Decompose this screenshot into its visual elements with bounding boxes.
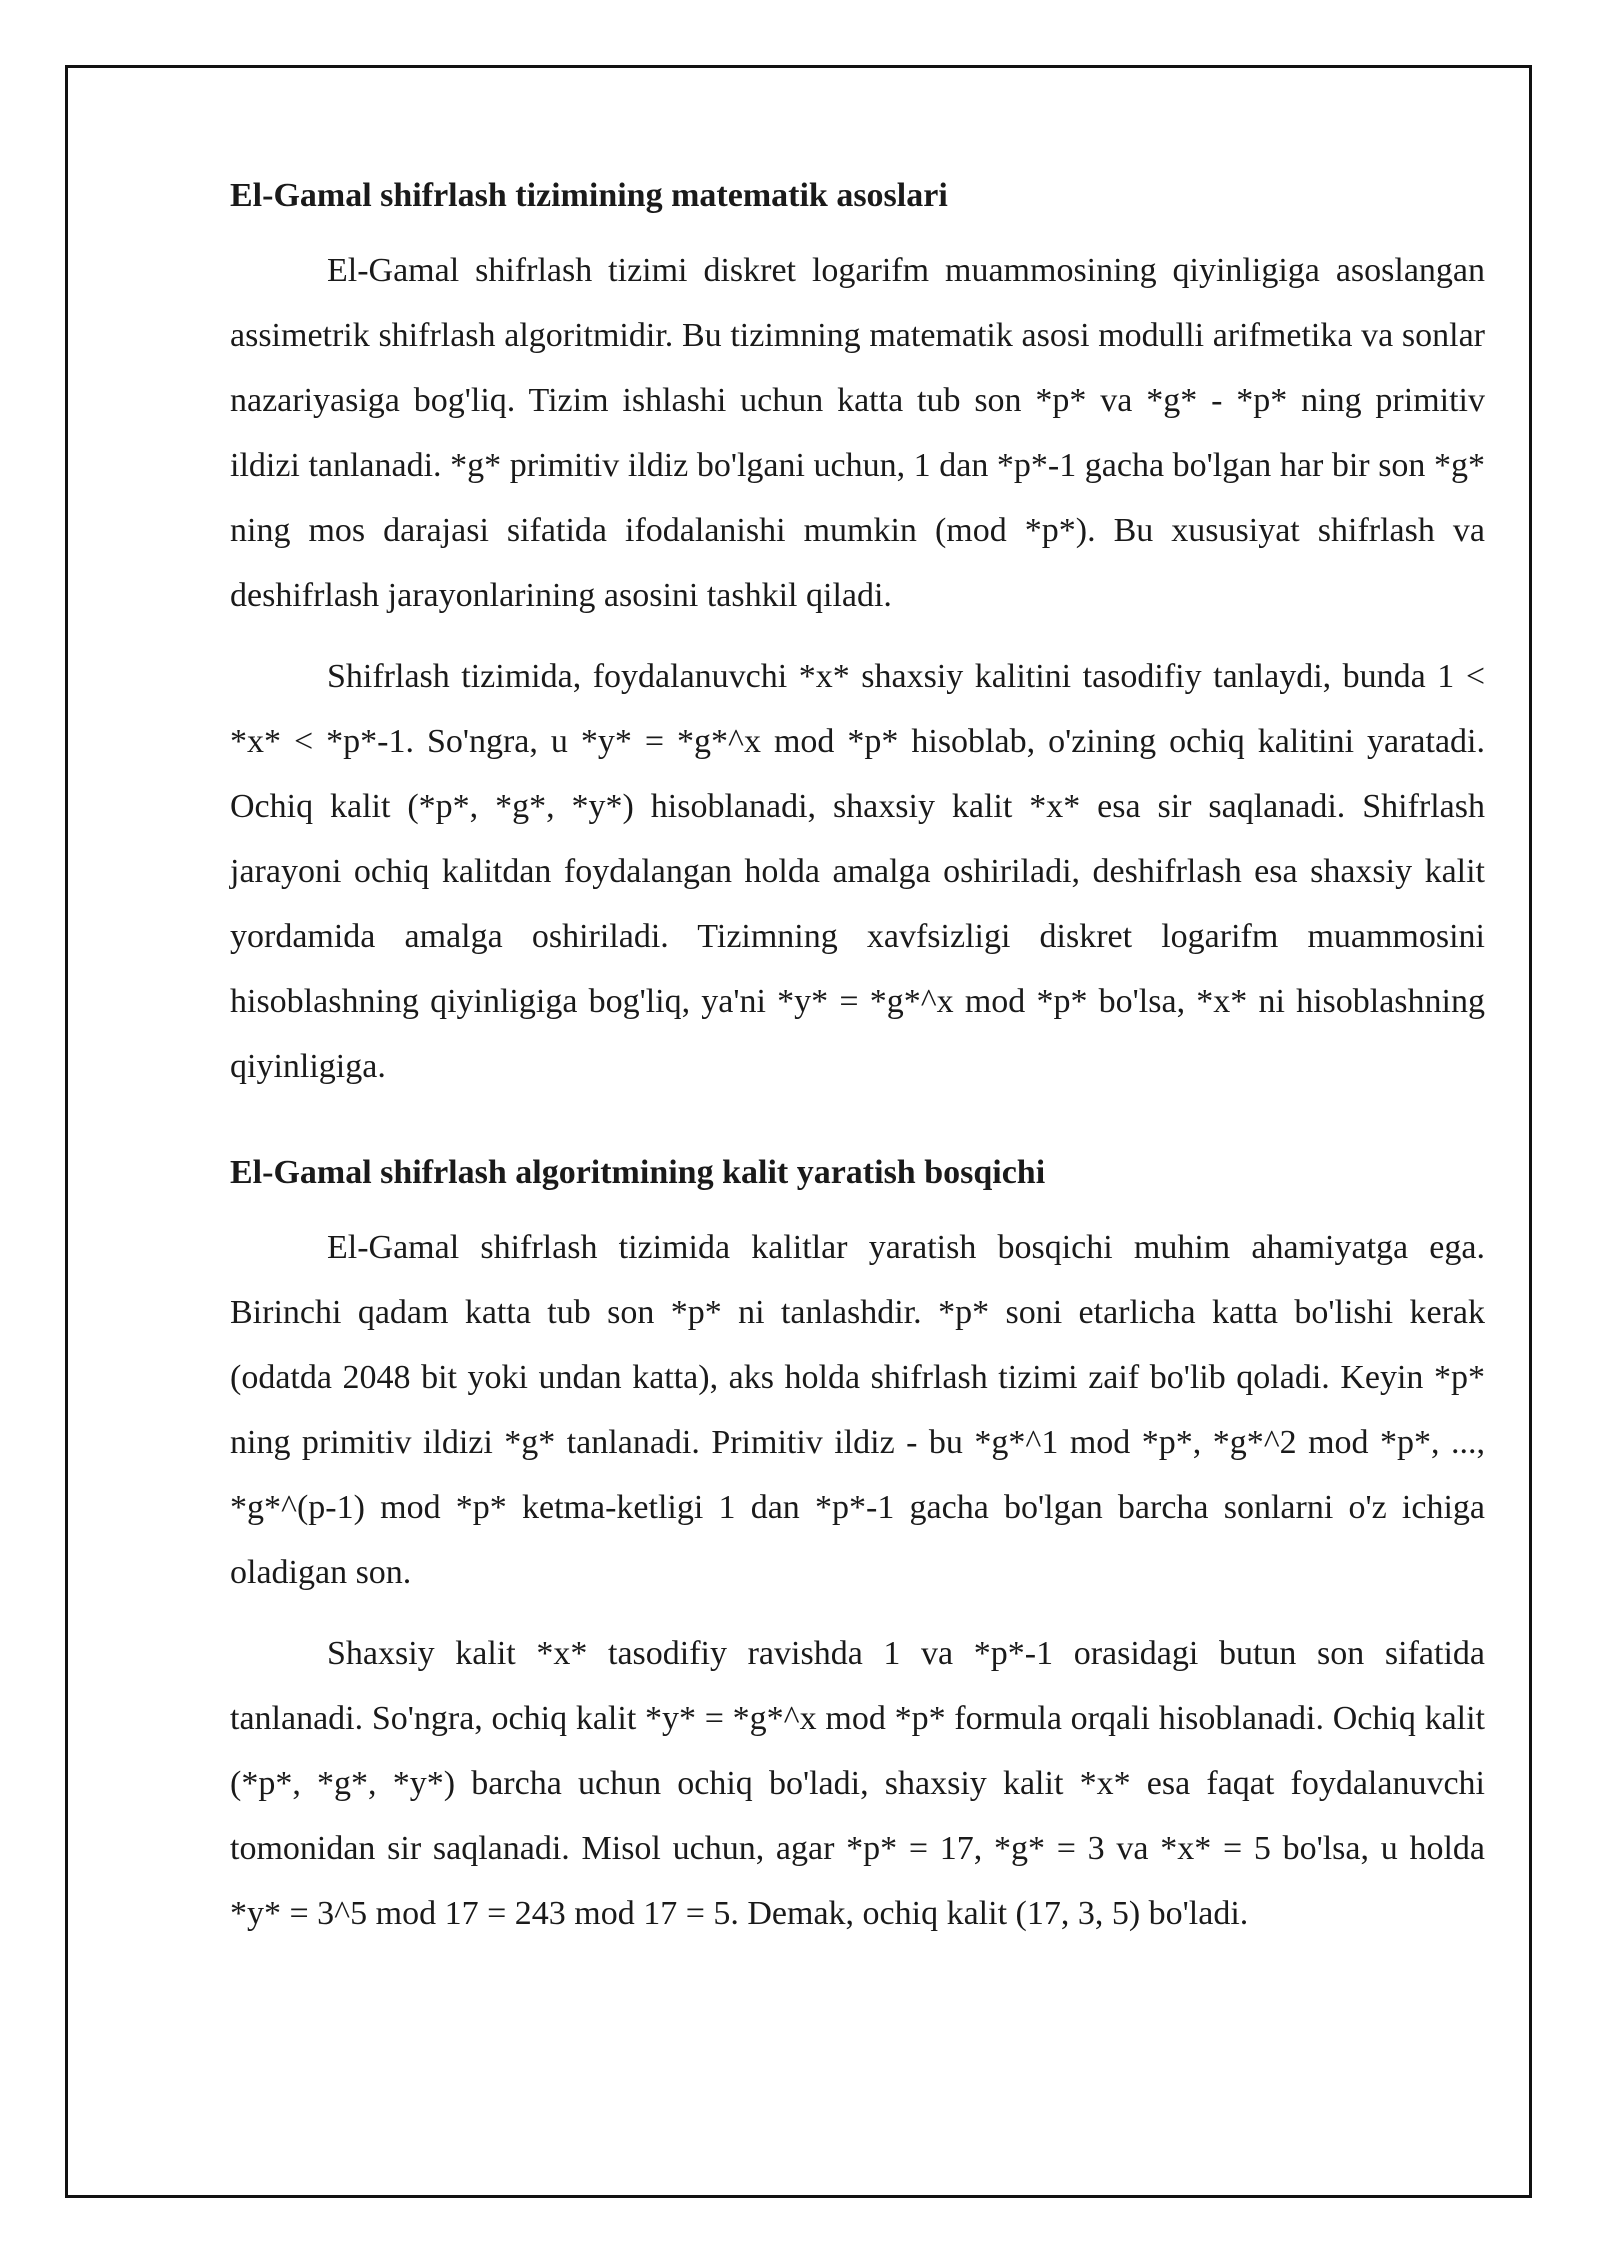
paragraph: El-Gamal shifrlash tizimi diskret logarifm muammosining qiyinligiga asoslangan assimetrik shifrlash algoritmidir. Bu tizimning matematik asosi modulli arifmetika va sonlar nazariyasiga bog'liq. Tizim ishlashi uchun katta tub son *p* va *g* - *p* ning primitiv ildizi tanlanadi. *g* primitiv ildiz bo'lgani uchun, 1 dan *p*-1 gacha bo'lgan har bir son *g* ning mos darajasi sifatida ifodalanishi mumkin (mod *p*). Bu xususiyat shifrlash va deshifrlash jarayonlarining asosini tashkil qiladi. <box>230 252 1485 614</box>
document-body <box>230 172 1485 1962</box>
paragraph: Shifrlash tizimida, foydalanuvchi *x* shaxsiy kalitini tasodifiy tanlaydi, bunda 1 < *x* < *p*-1. So'ngra, u *y* = *g*^x mod *p* hisoblab, o'zining ochiq kalitini yaratadi. Ochiq kalit (*p*, *g*, *y*) hisoblanadi, shaxsiy kalit *x* esa sir saqlanadi. Shifrlash jarayoni ochiq kalitdan foydalangan holda amalga oshiriladi, deshifrlash esa shaxsiy kalit yordamida amalga oshiriladi. Tizimning xavfsizligi diskret logarifm muammosini hisoblashning qiyinligiga bog'liq, ya'ni *y* = *g*^x mod *p* bo'lsa, *x* ni hisoblashning qiyinligiga. <box>230 658 1485 1085</box>
paragraph: Shaxsiy kalit *x* tasodifiy ravishda 1 va *p*-1 orasidagi butun son sifatida tanlanadi. So'ngra, ochiq kalit *y* = *g*^x mod *p* formula orqali hisoblanadi. Ochiq kalit (*p*, *g*, *y*) barcha uchun ochiq bo'ladi, shaxsiy kalit *x* esa faqat foydalanuvchi tomonidan sir saqlanadi. Misol uchun, agar *p* = 17, *g* = 3 va *x* = 5 bo'lsa, u holda *y* = 3^5 mod 17 = 243 mod 17 = 5. Demak, ochiq kalit (17, 3, 5) bo'ladi. <box>230 1635 1485 1932</box>
section-heading-math-basis: El-Gamal shifrlash tizimining matematik asoslari <box>230 177 948 214</box>
section-heading-key-generation: El-Gamal shifrlash algoritmining kalit yaratish bosqichi <box>230 1154 1046 1191</box>
paragraph: El-Gamal shifrlash tizimida kalitlar yaratish bosqichi muhim ahamiyatga ega. Birinchi qadam katta tub son *p* ni tanlashdir. *p* soni etarlicha katta bo'lishi kerak (odatda 2048 bit yoki undan katta), aks holda shifrlash tizimi zaif bo'lib qoladi. Keyin *p* ning primitiv ildizi *g* tanlanadi. Primitiv ildiz - bu *g*^1 mod *p*, *g*^2 mod *p*, ..., *g*^(p-1) mod *p* ketma-ketligi 1 dan *p*-1 gacha bo'lgan barcha sonlarni o'z ichiga oladigan son. <box>230 1229 1485 1591</box>
